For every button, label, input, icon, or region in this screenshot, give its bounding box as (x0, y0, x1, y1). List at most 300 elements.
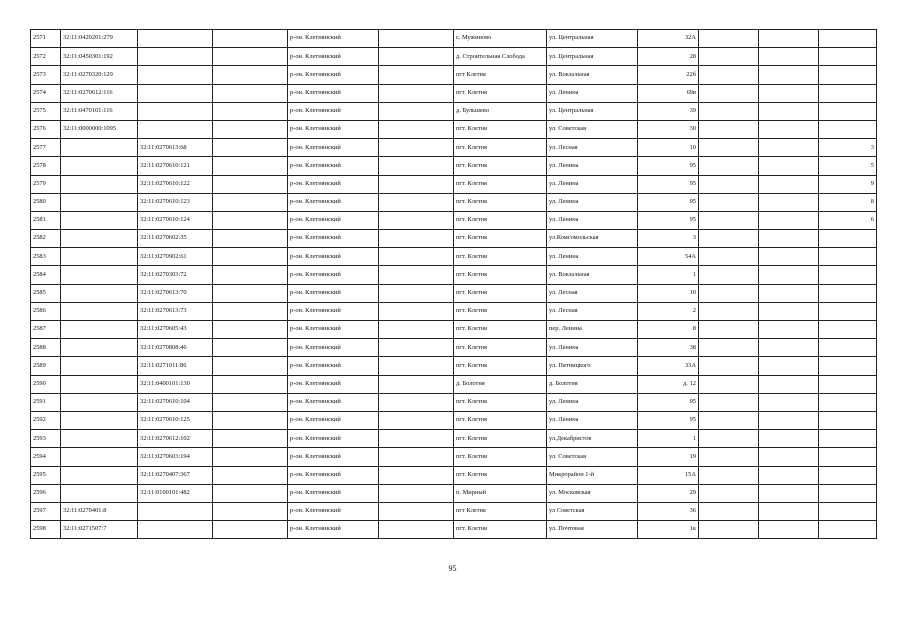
cell-extra-col-1 (699, 375, 759, 393)
cell-apartment-number (819, 230, 877, 248)
cell-street: ул. Пятницкого (547, 357, 638, 375)
cell-apartment-number (819, 284, 877, 302)
cell-cadastral-number-2: 32:11:0400101:130 (138, 375, 213, 393)
cell-empty-col-2 (379, 393, 454, 411)
cell-row-number: 2574 (31, 84, 61, 102)
cell-district: р-он. Клетнянский (288, 84, 379, 102)
cell-apartment-number (819, 120, 877, 138)
cell-row-number: 2571 (31, 30, 61, 48)
cell-empty-col (213, 84, 288, 102)
cell-settlement: пгт. Клетня (454, 139, 547, 157)
cell-settlement: пгт. Клетня (454, 120, 547, 138)
cell-cadastral-number-2: 32:11:0270610:122 (138, 175, 213, 193)
cell-empty-col (213, 175, 288, 193)
cell-house-number: 15А (638, 466, 699, 484)
cell-cadastral-number: 32:11:0470101:116 (61, 102, 138, 120)
cell-extra-col-2 (759, 102, 819, 120)
cell-settlement: пгт. Клетня (454, 266, 547, 284)
cell-apartment-number (819, 84, 877, 102)
cell-street: д. Болотня (547, 375, 638, 393)
cell-cadastral-number-2 (138, 120, 213, 138)
cell-empty-col (213, 230, 288, 248)
cell-cadastral-number (61, 339, 138, 357)
cell-cadastral-number (61, 466, 138, 484)
cell-empty-col (213, 266, 288, 284)
cell-district: р-он. Клетнянский (288, 411, 379, 429)
cell-empty-col-2 (379, 120, 454, 138)
cell-extra-col-2 (759, 193, 819, 211)
cell-settlement: пгт. Клетня (454, 521, 547, 539)
cell-empty-col-2 (379, 284, 454, 302)
cell-district: р-он. Клетнянский (288, 448, 379, 466)
cell-row-number: 2598 (31, 521, 61, 539)
cell-extra-col-1 (699, 411, 759, 429)
cell-empty-col-2 (379, 357, 454, 375)
cell-house-number: 54А (638, 248, 699, 266)
cell-district: р-он. Клетнянский (288, 230, 379, 248)
cell-street: ул. Московская (547, 484, 638, 502)
cell-cadastral-number (61, 175, 138, 193)
cell-empty-col-2 (379, 30, 454, 48)
cell-extra-col-2 (759, 30, 819, 48)
cell-settlement: пгт. Клетня (454, 211, 547, 229)
cell-extra-col-1 (699, 448, 759, 466)
cell-district: р-он. Клетнянский (288, 393, 379, 411)
cell-settlement: пгт Клетня (454, 66, 547, 84)
cell-cadastral-number: 32:11:0420201:279 (61, 30, 138, 48)
cell-cadastral-number (61, 266, 138, 284)
cell-cadastral-number (61, 448, 138, 466)
cell-cadastral-number-2 (138, 48, 213, 66)
cell-extra-col-2 (759, 248, 819, 266)
cell-extra-col-2 (759, 521, 819, 539)
cell-extra-col-1 (699, 393, 759, 411)
table-row (31, 484, 877, 502)
cell-empty-col-2 (379, 102, 454, 120)
cell-street: ул. Ленина (547, 211, 638, 229)
cell-extra-col-1 (699, 230, 759, 248)
cell-apartment-number (819, 484, 877, 502)
cell-house-number: 36 (638, 502, 699, 520)
cell-street: ул. Ленина (547, 411, 638, 429)
table-row (31, 66, 877, 84)
cell-apartment-number (819, 393, 877, 411)
cell-extra-col-1 (699, 139, 759, 157)
cell-extra-col-1 (699, 120, 759, 138)
cell-settlement: пгт. Клетня (454, 230, 547, 248)
cell-extra-col-1 (699, 521, 759, 539)
cell-extra-col-1 (699, 157, 759, 175)
cell-extra-col-1 (699, 339, 759, 357)
cell-house-number: 8 (638, 321, 699, 339)
cell-extra-col-1 (699, 211, 759, 229)
table-row (31, 157, 877, 175)
cell-extra-col-1 (699, 484, 759, 502)
cell-extra-col-2 (759, 211, 819, 229)
cell-district: р-он. Клетнянский (288, 302, 379, 320)
cell-empty-col-2 (379, 411, 454, 429)
cell-apartment-number (819, 375, 877, 393)
page-number: 95 (448, 564, 457, 573)
cell-apartment-number (819, 102, 877, 120)
cell-settlement: д. Болотня (454, 375, 547, 393)
cell-house-number: 2 (638, 302, 699, 320)
cell-extra-col-2 (759, 66, 819, 84)
cell-district: р-он. Клетнянский (288, 321, 379, 339)
table-row (31, 357, 877, 375)
cell-settlement: пгт. Клетня (454, 357, 547, 375)
cell-cadastral-number-2: 32:11:0270610:104 (138, 393, 213, 411)
cell-house-number: 19 (638, 448, 699, 466)
cell-row-number: 2594 (31, 448, 61, 466)
cell-extra-col-2 (759, 430, 819, 448)
cell-district: р-он. Клетнянский (288, 339, 379, 357)
cell-apartment-number: 3 (819, 139, 877, 157)
cell-apartment-number (819, 411, 877, 429)
cell-empty-col-2 (379, 484, 454, 502)
cell-empty-col-2 (379, 448, 454, 466)
cell-row-number: 2584 (31, 266, 61, 284)
table-row (31, 30, 877, 48)
cell-empty-col-2 (379, 230, 454, 248)
cell-extra-col-1 (699, 66, 759, 84)
cell-extra-col-1 (699, 48, 759, 66)
cell-apartment-number (819, 430, 877, 448)
cell-street: ул. Ленина (547, 339, 638, 357)
cell-house-number: 32А (638, 30, 699, 48)
cell-empty-col (213, 411, 288, 429)
cell-cadastral-number: 32:11:0450301:192 (61, 48, 138, 66)
cell-house-number: д. 12 (638, 375, 699, 393)
cell-house-number: 10 (638, 284, 699, 302)
cell-empty-col (213, 284, 288, 302)
cell-house-number: 69в (638, 84, 699, 102)
cell-extra-col-2 (759, 284, 819, 302)
cell-extra-col-1 (699, 102, 759, 120)
cell-house-number: 95 (638, 157, 699, 175)
cell-empty-col (213, 339, 288, 357)
cell-extra-col-2 (759, 266, 819, 284)
cell-empty-col-2 (379, 48, 454, 66)
cell-row-number: 2575 (31, 102, 61, 120)
cell-empty-col (213, 102, 288, 120)
cell-street: ул. Почтовая (547, 521, 638, 539)
cell-cadastral-number (61, 157, 138, 175)
cell-apartment-number (819, 321, 877, 339)
cell-district: р-он. Клетнянский (288, 357, 379, 375)
cell-district: р-он. Клетнянский (288, 375, 379, 393)
cell-row-number: 2586 (31, 302, 61, 320)
cell-extra-col-2 (759, 84, 819, 102)
cell-cadastral-number: 32:11:0271507:7 (61, 521, 138, 539)
cell-apartment-number (819, 448, 877, 466)
cell-apartment-number: 9 (819, 175, 877, 193)
cell-cadastral-number-2: 32:11:0270603:194 (138, 448, 213, 466)
cell-house-number: 39 (638, 102, 699, 120)
cell-house-number: 33А (638, 357, 699, 375)
cell-cadastral-number (61, 211, 138, 229)
table-row (31, 84, 877, 102)
cell-apartment-number (819, 48, 877, 66)
cell-house-number: 28 (638, 48, 699, 66)
cell-settlement: п. Мирный (454, 484, 547, 502)
table-row (31, 466, 877, 484)
table-row (31, 211, 877, 229)
cell-empty-col-2 (379, 139, 454, 157)
cell-apartment-number (819, 266, 877, 284)
cell-district: р-он. Клетнянский (288, 66, 379, 84)
cell-row-number: 2592 (31, 411, 61, 429)
cell-settlement: пгт. Клетня (454, 448, 547, 466)
cell-cadastral-number-2: 32:11:0270612:102 (138, 430, 213, 448)
cell-district: р-он. Клетнянский (288, 502, 379, 520)
cell-settlement: д. Бульшево (454, 102, 547, 120)
cell-empty-col (213, 48, 288, 66)
cell-extra-col-2 (759, 321, 819, 339)
cell-cadastral-number (61, 484, 138, 502)
cell-empty-col (213, 193, 288, 211)
cell-extra-col-1 (699, 502, 759, 520)
cell-apartment-number: 5 (819, 157, 877, 175)
cell-settlement: пгт. Клетня (454, 193, 547, 211)
cell-settlement: пгт. Клетня (454, 175, 547, 193)
cell-row-number: 2581 (31, 211, 61, 229)
cell-house-number: 95 (638, 193, 699, 211)
cell-settlement: пгт Клетня (454, 502, 547, 520)
cell-extra-col-2 (759, 393, 819, 411)
cell-extra-col-2 (759, 339, 819, 357)
cell-apartment-number (819, 521, 877, 539)
cell-house-number: 3 (638, 230, 699, 248)
cell-cadastral-number (61, 321, 138, 339)
cell-apartment-number (819, 302, 877, 320)
cell-extra-col-1 (699, 321, 759, 339)
cell-empty-col (213, 430, 288, 448)
cell-district: р-он. Клетнянский (288, 248, 379, 266)
table-row (31, 321, 877, 339)
cell-street: ул. Центральная (547, 48, 638, 66)
cell-empty-col (213, 248, 288, 266)
cell-house-number: 38 (638, 339, 699, 357)
cell-extra-col-2 (759, 120, 819, 138)
table-row (31, 448, 877, 466)
table-row (31, 193, 877, 211)
cell-extra-col-2 (759, 484, 819, 502)
table-row (31, 102, 877, 120)
cell-extra-col-2 (759, 466, 819, 484)
cell-extra-col-1 (699, 175, 759, 193)
cell-cadastral-number (61, 375, 138, 393)
cell-settlement: пгт. Клетня (454, 339, 547, 357)
cell-extra-col-1 (699, 266, 759, 284)
cell-empty-col (213, 466, 288, 484)
cell-house-number: 95 (638, 411, 699, 429)
cell-empty-col (213, 211, 288, 229)
cell-cadastral-number-2: 32:11:0270610:125 (138, 411, 213, 429)
cell-house-number: 22б (638, 66, 699, 84)
cell-district: р-он. Клетнянский (288, 211, 379, 229)
cell-street: ул. Центральная (547, 102, 638, 120)
cell-empty-col-2 (379, 375, 454, 393)
cell-row-number: 2582 (31, 230, 61, 248)
cell-empty-col-2 (379, 430, 454, 448)
cell-cadastral-number (61, 357, 138, 375)
cell-extra-col-1 (699, 193, 759, 211)
cell-empty-col (213, 357, 288, 375)
cell-house-number: 95 (638, 211, 699, 229)
cell-cadastral-number-2: 32:11:0270613:73 (138, 302, 213, 320)
table-row (31, 411, 877, 429)
cell-district: р-он. Клетнянский (288, 175, 379, 193)
cell-cadastral-number-2: 32:11:0270602:35 (138, 230, 213, 248)
table-row (31, 393, 877, 411)
cell-street: пер. Ленина (547, 321, 638, 339)
cell-apartment-number (819, 66, 877, 84)
cell-street: ул. Ленина (547, 193, 638, 211)
cell-row-number: 2583 (31, 248, 61, 266)
cell-street: ул.Комсомольская (547, 230, 638, 248)
cell-empty-col-2 (379, 339, 454, 357)
cell-district: р-он. Клетнянский (288, 266, 379, 284)
cell-district: р-он. Клетнянский (288, 48, 379, 66)
cell-extra-col-1 (699, 357, 759, 375)
cell-cadastral-number (61, 230, 138, 248)
cell-settlement: пгт. Клетня (454, 321, 547, 339)
cell-settlement: д. Строительная Слобода (454, 48, 547, 66)
cell-cadastral-number-2: 32:11:0270407:367 (138, 466, 213, 484)
cell-house-number: 10 (638, 139, 699, 157)
cell-street: ул. Советская (547, 448, 638, 466)
cell-district: р-он. Клетнянский (288, 102, 379, 120)
cell-empty-col-2 (379, 466, 454, 484)
cell-row-number: 2578 (31, 157, 61, 175)
cell-extra-col-2 (759, 175, 819, 193)
table-row (31, 521, 877, 539)
cell-street: ул. Советская (547, 120, 638, 138)
cell-row-number: 2596 (31, 484, 61, 502)
cell-cadastral-number: 32:11:0270401:8 (61, 502, 138, 520)
cell-row-number: 2590 (31, 375, 61, 393)
cell-apartment-number (819, 502, 877, 520)
cell-empty-col (213, 502, 288, 520)
cell-cadastral-number-2: 32:11:0270303:72 (138, 266, 213, 284)
cell-apartment-number (819, 357, 877, 375)
cell-cadastral-number-2 (138, 502, 213, 520)
cell-cadastral-number-2 (138, 102, 213, 120)
cell-cadastral-number: 32:11:0270320:129 (61, 66, 138, 84)
cell-settlement: пгт. Клетня (454, 248, 547, 266)
cell-extra-col-1 (699, 284, 759, 302)
cell-row-number: 2577 (31, 139, 61, 157)
cell-cadastral-number-2: 32:11:0270613:68 (138, 139, 213, 157)
cell-cadastral-number (61, 411, 138, 429)
cell-row-number: 2580 (31, 193, 61, 211)
cell-apartment-number: 6 (819, 211, 877, 229)
cell-street: ул. Вокзальная (547, 266, 638, 284)
cell-extra-col-2 (759, 139, 819, 157)
cell-empty-col-2 (379, 66, 454, 84)
cell-cadastral-number-2: 32:11:0270605:43 (138, 321, 213, 339)
table-row (31, 48, 877, 66)
cell-empty-col (213, 375, 288, 393)
cell-cadastral-number-2: 32:11:0100101:482 (138, 484, 213, 502)
cell-extra-col-2 (759, 357, 819, 375)
cell-street: ул. Ленина (547, 175, 638, 193)
cell-settlement: пгт. Клетня (454, 157, 547, 175)
cell-empty-col (213, 393, 288, 411)
cell-settlement: пгт. Клетня (454, 393, 547, 411)
cell-cadastral-number-2 (138, 521, 213, 539)
table-row (31, 248, 877, 266)
cell-cadastral-number (61, 302, 138, 320)
cell-cadastral-number-2 (138, 30, 213, 48)
cell-cadastral-number-2: 32:11:0270613:70 (138, 284, 213, 302)
table-row (31, 284, 877, 302)
cell-street: ул. Ленина (547, 248, 638, 266)
cell-empty-col (213, 321, 288, 339)
cell-settlement: пгт. Клетня (454, 84, 547, 102)
cell-extra-col-1 (699, 466, 759, 484)
table-row (31, 266, 877, 284)
cell-row-number: 2595 (31, 466, 61, 484)
cell-row-number: 2597 (31, 502, 61, 520)
cell-district: р-он. Клетнянский (288, 120, 379, 138)
cell-row-number: 2588 (31, 339, 61, 357)
cell-district: р-он. Клетнянский (288, 157, 379, 175)
cell-cadastral-number-2: 32:11:0270610:124 (138, 211, 213, 229)
cell-extra-col-2 (759, 502, 819, 520)
cell-district: р-он. Клетнянский (288, 430, 379, 448)
cell-apartment-number (819, 466, 877, 484)
table-row (31, 339, 877, 357)
cell-row-number: 2585 (31, 284, 61, 302)
cell-street: ул. Ленина (547, 393, 638, 411)
cell-apartment-number (819, 339, 877, 357)
cell-cadastral-number-2: 32:11:0270610:121 (138, 157, 213, 175)
table-row (31, 430, 877, 448)
cell-settlement: пгт. Клетня (454, 430, 547, 448)
cell-street: ул. Лесная (547, 302, 638, 320)
cell-settlement: пгт. Клетня (454, 411, 547, 429)
cell-apartment-number (819, 30, 877, 48)
cell-settlement: пгт. Клетня (454, 302, 547, 320)
cell-empty-col-2 (379, 211, 454, 229)
cell-row-number: 2579 (31, 175, 61, 193)
cell-house-number: 1 (638, 266, 699, 284)
cell-cadastral-number-2 (138, 66, 213, 84)
cell-empty-col (213, 302, 288, 320)
cell-empty-col (213, 521, 288, 539)
cell-empty-col (213, 66, 288, 84)
registry-table (30, 29, 877, 539)
cell-district: р-он. Клетнянский (288, 139, 379, 157)
cell-street: ул.Декабристов (547, 430, 638, 448)
cell-street: ул. Ленина (547, 157, 638, 175)
cell-empty-col (213, 448, 288, 466)
cell-empty-col-2 (379, 321, 454, 339)
table-row (31, 139, 877, 157)
cell-extra-col-1 (699, 84, 759, 102)
registry-body (31, 30, 877, 539)
cell-street: ул. Центральная (547, 30, 638, 48)
cell-extra-col-2 (759, 302, 819, 320)
cell-extra-col-2 (759, 448, 819, 466)
cell-row-number: 2572 (31, 48, 61, 66)
cell-street: Микрорайон 1-й (547, 466, 638, 484)
cell-street: ул. Ленина (547, 84, 638, 102)
cell-row-number: 2589 (31, 357, 61, 375)
cell-empty-col (213, 139, 288, 157)
